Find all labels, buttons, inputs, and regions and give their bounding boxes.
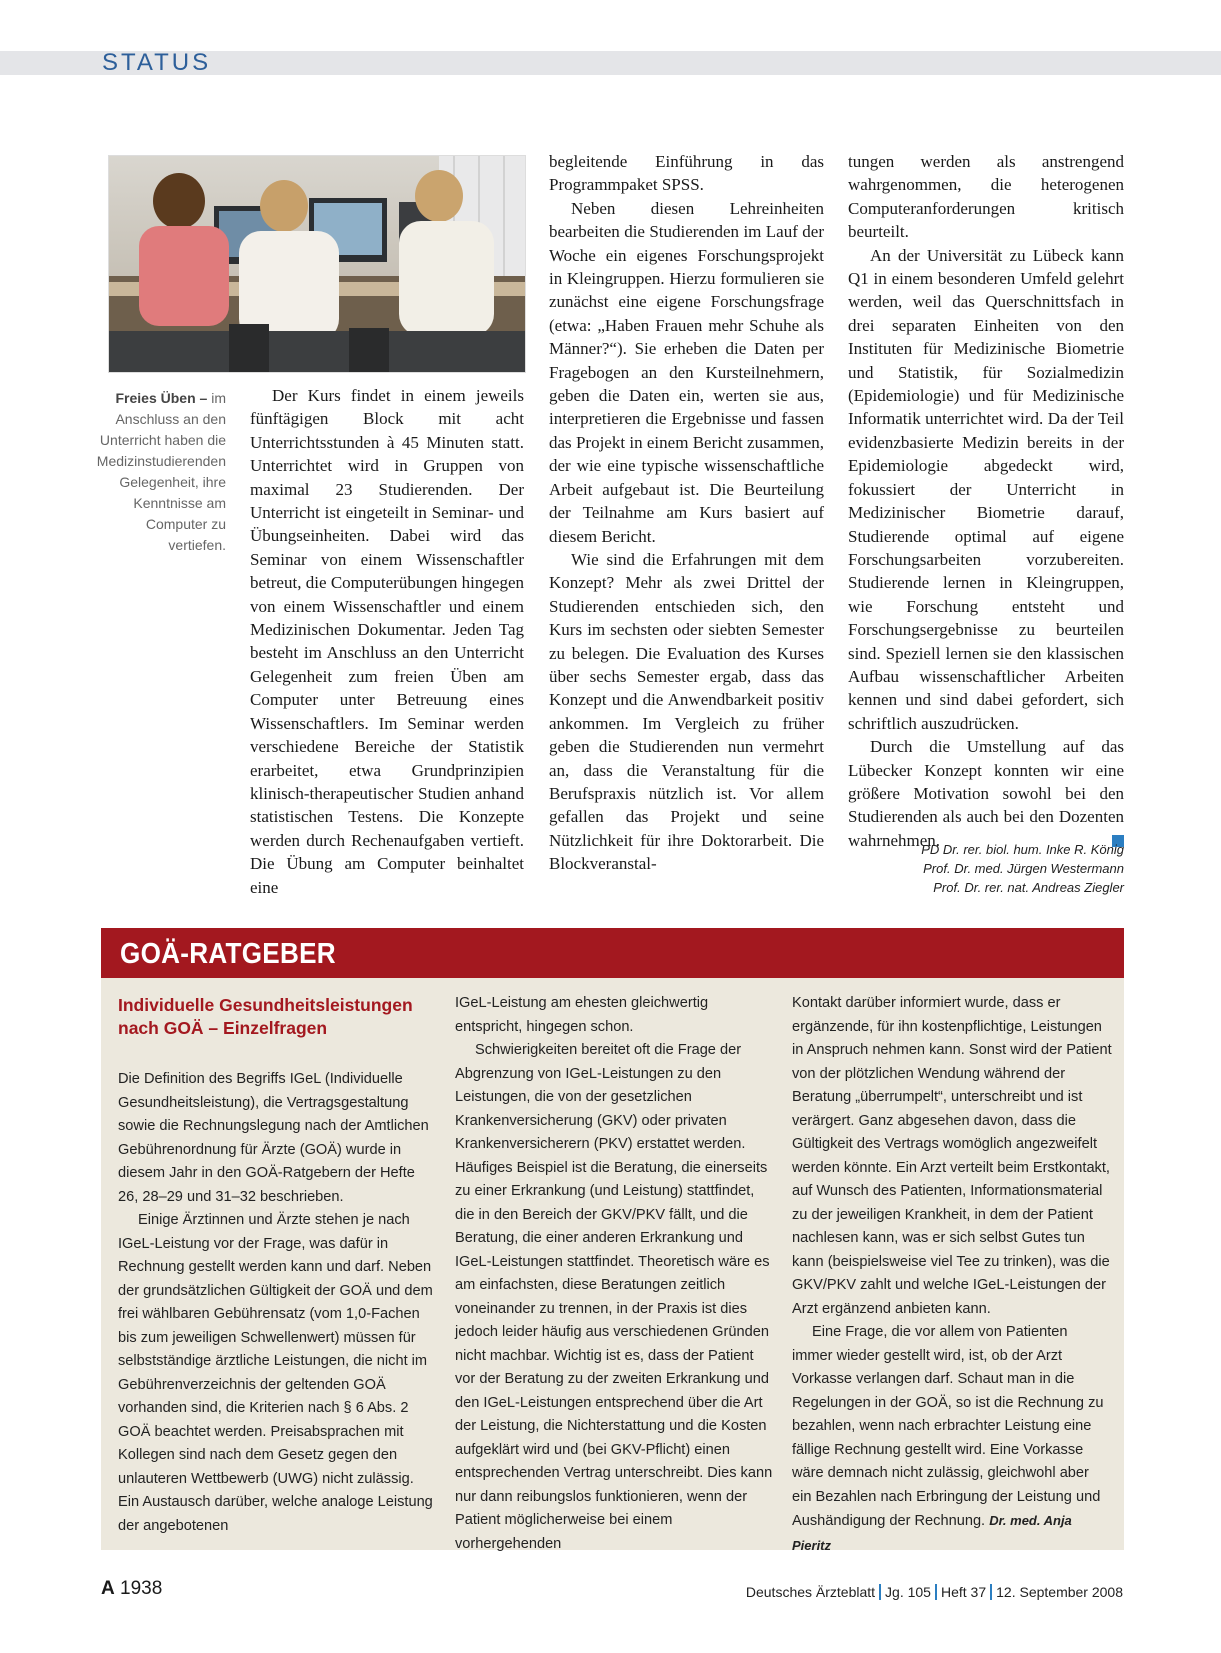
author-line: Prof. Dr. rer. nat. Andreas Ziegler [933, 880, 1124, 895]
page-number-value: 1938 [120, 1578, 163, 1599]
separator [879, 1584, 881, 1600]
article-closing-text: Durch die Umstellung auf das Lübecker Konzept konnten wir eine größere Motivation sowohl bei den Studierenden als auch bei den Dozenten wahrnehmen. [848, 737, 1124, 850]
article-column-3 [848, 150, 1124, 852]
article-authors [830, 840, 1124, 897]
separator [990, 1584, 992, 1600]
article-paragraph [848, 735, 1124, 852]
photo-caption [92, 388, 226, 556]
article-paragraph: Der Kurs findet in einem jeweils fünftägigen Block mit acht Unterrichtsstunden à 45 Minuten statt. Unterrichtet wird in Gruppen von maximal 23 Studierenden. Der Unterricht ist eingeteilt in Seminar- und Übungseinheiten. Dabei wird das Seminar von einem Wissenschaftler betreut, die Computerübungen hingegen von einem Wissenschaftler und einem Medizinischen Dokumentar. Jeden Tag besteht im Anschluss an den Unterricht Gelegenheit zum freien Üben am Computer unter Betreuung eines Wissenschaftlers. Im Seminar werden verschiedene Bereiche der Statistik erarbeitet, etwa Grundprinzipien klinisch-therapeutischer Studien anhand statistischen Testens. Die Konzepte werden durch Rechenaufgaben vertieft. Die Übung am Computer beinhaltet eine [250, 386, 524, 897]
box-paragraph: Schwierigkeiten bereitet oft die Frage der Abgrenzung von IGeL-Leistungen zu den Leistungen, die von der gesetzlichen Krankenversicherung (GKV) oder privaten Krankenversicherern (PKV) erstattet werden. Häufiges Beispiel ist die Beratung, die einerseits zu einer Erkrankung (und Leistung) stattfindet, die in den Bereich der GKV/PKV fällt, und die Beratung, die einer anderen Erkrankung und IGeL-Leistungen stattfindet. Theoretisch wäre es am einfachsten, diese Beratungen zeitlich voneinander zu trennen, in der Praxis ist dies jedoch leider häufig aus verschiedenen Gründen nicht machbar. Wichtig ist es, dass der Patient vor der Beratung zu der zweiten Erkrankung und den IGeL-Leistungen entsprechend über die Art der Leistung, die Nichterstattung und die Kosten aufgeklärt wird und (bei GKV-Pflicht) einen entsprechenden Vertrag unterschreibt. Dies kann nur dann reibungslos funktionieren, wenn der Patient möglicherweise bei einem vorhergehenden [455, 1042, 773, 1552]
article-column-2 [549, 150, 824, 876]
box-signature: Dr. med. Anja Pieritz [792, 1513, 1072, 1553]
section-label: STATUS [102, 49, 212, 76]
caption-text: im Anschluss an den Unterricht haben die Medizinstudierenden Gelegenheit, ihre Kenntnisse am Computer zu vertiefen. [96, 390, 226, 553]
journal-issue: Heft 37 [940, 1584, 987, 1600]
box-paragraph: Einige Ärztinnen und Ärzte stehen je nach IGeL-Leistung vor der Frage, was dafür in Rechnung gestellt werden kann und darf. Neben der grundsätzlichen Gültigkeit der GOÄ und dem frei wählbaren Gebührensatz (vom 1,0-Fachen bis zum jeweiligen Schwellenwert) müssen für selbstständige ärztliche Leistungen, die nicht im Gebührenverzeichnis der geltenden GOÄ vorhanden sind, die Kriterien nach § 6 Abs. 2 GOÄ beachtet werden. Preisabsprachen mit Kollegen sind nach dem Gesetz gegen den unlauteren Wettbewerb (UWG) nicht zulässig. Ein Austausch darüber, welche analoge Leistung der angebotenen [118, 1212, 433, 1534]
author-line: PD Dr. rer. biol. hum. Inke R. König [921, 842, 1124, 857]
caption-title: Freies Üben – [115, 390, 208, 406]
article-photo [108, 155, 526, 373]
article-paragraph: begleitende Einführung in das Programmpaket SPSS. [549, 152, 824, 195]
article-column-1 [250, 384, 524, 899]
journal-name: Deutsches Ärzteblatt [745, 1584, 876, 1600]
separator [935, 1584, 937, 1600]
box-paragraph [792, 1321, 1112, 1558]
photo-students-at-computers-icon [109, 156, 525, 372]
page-prefix: A [101, 1578, 115, 1599]
journal-date: 12. September 2008 [996, 1584, 1123, 1600]
article-paragraph: Neben diesen Lehreinheiten bearbeiten die Studierenden im Lauf der Woche ein eigenes Forschungsprojekt in Kleingruppen. Hierzu formulieren sie zunächst eine eigene Forschungsfrage (etwa: „Haben Frauen mehr Schuhe als Männer?“). Sie erheben die Daten per Fragebogen an den Kursteilnehmern, geben die Daten ein, werten sie aus, interpretieren die Ergebnisse und fassen das Projekt in einem Bericht zusammen, der wie eine typische wissenschaftliche Arbeit aufgebaut ist. Die Beurteilung der Teilnahme am Kurs basiert auf diesem Bericht. [549, 198, 824, 546]
box-subtitle: Individuelle Gesundheitsleistungen nach GOÄ – Einzelfragen [118, 995, 413, 1038]
article-paragraph: tungen werden als anstrengend wahrgenommen, die heterogenen Computeranforderungen kritisch beurteilt. [848, 152, 1124, 242]
box-column-3 [792, 992, 1112, 1558]
article-paragraph: Wie sind die Erfahrungen mit dem Konzept? Mehr als zwei Drittel der Studierenden entschieden sich, den Kurs im sechsten oder siebten Semester zu belegen. Die Evaluation des Kurses über sechs Semester ergab, dass das Konzept und die Anwendbarkeit positiv ankommen. Im Vergleich zu früher geben die Studierenden nun vermehrt an, dass die Veranstaltung für die Berufspraxis nützlich ist. Vor allem gefallen das Projekt und seine Nützlichkeit für ihre Doktorarbeit. Die Blockveranstal- [549, 549, 824, 874]
article-paragraph: An der Universität zu Lübeck kann Q1 in einem besonderen Umfeld gelehrt werden, weil das Querschnittsfach in drei separaten Einheiten von den Instituten für Medizinische Biometrie und Statistik, für Sozialmedizin (Epidemiologie) und für Medizinische Informatik unterrichtet wird. Da der Teil evidenzbasierte Medizin bereits in der Epidemiologie abgedeckt wird, fokussiert der Unterricht in Medizinischer Biometrie darauf, Studierende optimal auf eigene Forschungsarbeiten vorzubereiten. Studierende lernen in Kleingruppen, wie Forschung entsteht und Forschungsergebnisse zu beurteilen sind. Speziell lernen sie den klassischen Aufbau wissenschaftlicher Arbeiten kennen und sind dabei gefordert, sich schriftlich auszudrücken. [848, 245, 1124, 733]
box-paragraph: Die Definition des Begriffs IGeL (Individuelle Gesundheitsleistung), die Vertragsgestaltung sowie die Rechnungslegung nach der Amtlichen Gebührenordnung für Ärzte (GOÄ) wurde in diesem Jahr in den GOÄ-Ratgebern der Hefte 26, 28–29 und 31–32 beschrieben. [118, 1071, 429, 1205]
box-paragraph: IGeL-Leistung am ehesten gleichwertig entspricht, hingegen schon. [455, 995, 709, 1035]
box-column-2 [455, 992, 775, 1556]
box-closing-text: Eine Frage, die vor allem von Patienten immer wieder gestellt wird, ist, ob der Arzt Vorkasse verlangen darf. Schaut man in die Regelungen in der GOÄ, so ist die Rechnung zu bezahlen, wenn nach erbrachter Leistung eine fällige Rechnung gestellt wird. Eine Vorkasse wäre demnach nicht zulässig, gleichwohl aber ein Bezahlen nach Erbringung der Leistung und Aushändigung der Rechnung. [792, 1324, 1104, 1529]
box-column-1 [118, 1068, 438, 1538]
box-paragraph: Kontakt darüber informiert wurde, dass er ergänzende, für ihn kostenpflichtige, Leistungen in Anspruch nehmen kann. Sonst wird der Patient von der plötzlichen Wendung während der Beratung „überrumpelt“, unterschreibt und ist verärgert. Ganz abgesehen davon, dass die Gültigkeit des Vertrags womöglich angezweifelt werden könnte. Ein Arzt verteilt beim Erstkontakt, auf Wunsch des Patienten, Informationsmaterial zu der jeweiligen Krankheit, in dem der Patient nachlesen kann, was er sich selbst Gutes tun kann (beispielsweise viel Tee zu trinken), was die GKV/PKV zahlt und welche IGeL-Leistungen der Arzt ergänzend anbieten kann. [792, 995, 1112, 1317]
journal-info [746, 1582, 1123, 1602]
page-number [101, 1577, 162, 1601]
box-title: GOÄ-RATGEBER [120, 938, 336, 970]
author-line: Prof. Dr. med. Jürgen Westermann [923, 861, 1124, 876]
journal-volume: Jg. 105 [885, 1584, 931, 1600]
